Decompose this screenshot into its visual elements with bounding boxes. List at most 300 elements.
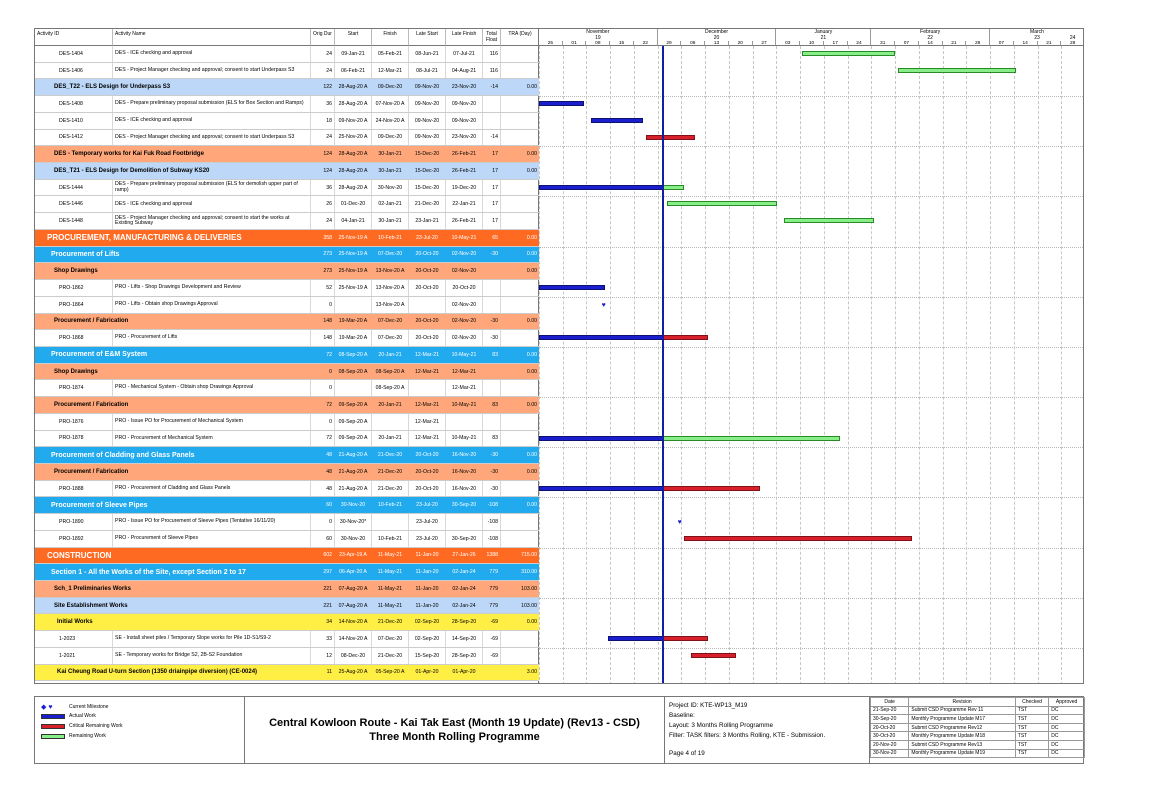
revision-cell-app: DC (1049, 732, 1085, 741)
timescale-week-number: 24 (1061, 35, 1084, 41)
cell-dur: 148 (311, 330, 335, 346)
cell-ls: 12-Mar-21 (409, 431, 446, 447)
gantt-bar-critical[interactable] (663, 486, 760, 491)
col-header-start[interactable]: Start (335, 29, 372, 46)
group-row[interactable] (35, 146, 539, 163)
cell-start: 14-Nov-20 A (338, 619, 368, 626)
activity-name: DES - ICE checking and approval (113, 113, 311, 129)
cell-tf: 17 (492, 167, 498, 174)
activity-id: PRO-1862 (35, 280, 113, 296)
timescale-day: 03 (776, 41, 800, 46)
timescale-day: 21 (1038, 41, 1062, 46)
cell-tf: -30 (490, 318, 498, 325)
revision-row (871, 732, 1085, 741)
revision-header-row (871, 698, 1085, 707)
cell-dur: 60 (326, 502, 332, 509)
cell-finish: 30-Jan-21 (378, 151, 402, 158)
gantt-bar-critical[interactable] (663, 335, 708, 340)
cell-dur: 602 (323, 552, 332, 559)
cell-ls: 09-Nov-20 (409, 96, 446, 112)
cell-dur: 0 (311, 380, 335, 396)
group-title: Procurement / Fabrication (54, 468, 129, 475)
cell-start: 08-Sep-20 A (338, 368, 368, 375)
group-title: PROCUREMENT, MANUFACTURING & DELIVERIES (47, 233, 242, 243)
activity-name: PRO - Procurement of Lifts (113, 330, 311, 346)
revision-cell-chk: TST (1015, 715, 1048, 724)
gantt-bar-remaining[interactable] (667, 201, 778, 206)
revision-cell-rev: Submit CSD Programme Rev13 (909, 740, 1015, 749)
group-row[interactable] (35, 665, 539, 682)
activity-name: PRO - Lifts - Shop Drawings Development and Review (113, 280, 311, 296)
cell-lf: 14-Sep-20 (446, 631, 483, 647)
cell-dur: 34 (326, 619, 332, 626)
cell-tra (501, 481, 539, 497)
revision-row (871, 749, 1085, 758)
cell-dur: 0 (311, 297, 335, 313)
table-row[interactable] (35, 531, 539, 548)
cell-finish: 07-Dec-20 (377, 251, 403, 258)
cell-lf: 02-Jan-24 (452, 602, 476, 609)
group-row[interactable] (35, 548, 539, 565)
cell-dur: 48 (326, 468, 332, 475)
cell-tf: -108 (487, 502, 498, 509)
row-separator (539, 447, 1084, 448)
gantt-bar-remaining[interactable] (784, 218, 874, 223)
cell-tf: 65 (492, 234, 498, 241)
timescale-day: 07 (895, 41, 919, 46)
gridline (753, 46, 754, 684)
group-row[interactable] (35, 79, 539, 96)
table-row[interactable] (35, 63, 539, 80)
cell-tf: -69 (483, 631, 501, 647)
table-row[interactable] (35, 648, 539, 665)
cell-ls: 23-Jul-20 (416, 234, 438, 241)
cell-tra: 0.00 (526, 368, 537, 375)
group-title: DES_T22 - ELS Design for Underpass S3 (54, 84, 171, 91)
activity-table (35, 29, 539, 684)
group-row[interactable] (35, 497, 539, 514)
cell-tra (501, 431, 539, 447)
cell-start: 19-Mar-20 A (338, 318, 368, 325)
gantt-bar-actual[interactable] (539, 436, 663, 441)
cell-ls: 23-Jul-20 (409, 531, 446, 547)
cell-tf: 1388 (486, 552, 498, 559)
cell-ls: 21-Dec-20 (409, 196, 446, 212)
cell-finish (372, 414, 409, 430)
cell-dur: 12 (311, 648, 335, 664)
group-row[interactable] (35, 163, 539, 180)
legend-item (41, 723, 123, 729)
schedule-sheet (34, 28, 1084, 684)
cell-lf: 10-May-21 (451, 234, 477, 241)
cell-tf: -30 (490, 452, 498, 459)
table-row[interactable] (35, 330, 539, 347)
cell-tf (483, 263, 501, 279)
cell-start: 08-Sep-20 A (338, 351, 368, 358)
report-title: Central Kowloon Route - Kai Tak East (Month 19 Update) (Rev13 - CSD) (269, 717, 640, 729)
group-title: Procurement / Fabrication (54, 318, 129, 325)
revision-cell-date: 20-Nov-20 (871, 740, 909, 749)
timescale-month: January (776, 29, 871, 35)
col-header-orig-dur[interactable]: Orig Dur (311, 29, 335, 46)
cell-finish: 20-Jan-21 (372, 431, 409, 447)
milestone-marker[interactable]: ♥ (601, 301, 606, 309)
gantt-bar-critical[interactable] (663, 636, 708, 641)
cell-start: 09-Sep-20 A (335, 414, 372, 430)
gridline (1014, 46, 1015, 684)
cell-start: 30-Nov-20* (335, 514, 372, 530)
revision-cell-rev: Submit CSD Programme Rev12 (909, 723, 1015, 732)
table-row[interactable] (35, 180, 539, 197)
group-row[interactable] (35, 581, 539, 598)
cell-start: 28-Aug-20 A (338, 167, 368, 174)
activity-id: DES-1444 (35, 180, 113, 196)
cell-lf: 30-Sep-20 (451, 502, 477, 509)
cell-dur: 48 (326, 452, 332, 459)
activity-id: PRO-1868 (35, 330, 113, 346)
cell-finish: 07-Dec-20 (377, 318, 403, 325)
cell-ls: 09-Nov-20 (409, 130, 446, 146)
table-row[interactable] (35, 196, 539, 213)
cell-lf: 09-Nov-20 (446, 113, 483, 129)
group-row[interactable] (35, 364, 539, 381)
cell-finish: 10-Feb-21 (378, 234, 402, 241)
cell-ls: 02-Sep-20 (409, 631, 446, 647)
cell-ls: 15-Dec-20 (409, 180, 446, 196)
gridline (634, 46, 635, 684)
cell-tf: 17 (492, 151, 498, 158)
table-row[interactable] (35, 96, 539, 113)
col-header-finish[interactable]: Finish (372, 29, 409, 46)
cell-ls: 12-Mar-21 (409, 414, 446, 430)
cell-lf: 02-Jan-24 (452, 569, 476, 576)
cell-tra (501, 113, 539, 129)
legend-item (41, 703, 108, 711)
gantt-bar-actual[interactable] (539, 486, 663, 491)
activity-rows (35, 46, 539, 681)
cell-tra: 715.00 (521, 552, 537, 559)
cell-lf: 22-Jan-21 (446, 196, 483, 212)
cell-ls: 11-Jan-20 (415, 569, 439, 576)
gantt-chart (539, 29, 1084, 684)
group-row[interactable] (35, 464, 539, 481)
cell-tra: 0.00 (526, 268, 537, 275)
table-row[interactable] (35, 380, 539, 397)
cell-ls: 23-Jan-21 (409, 213, 446, 229)
footer (34, 696, 1084, 764)
col-header-activity-name[interactable]: Activity Name (113, 29, 311, 46)
gantt-bar-actual[interactable] (608, 636, 663, 641)
cell-dur: 72 (326, 401, 332, 408)
cell-tf: 779 (489, 585, 498, 592)
table-row[interactable] (35, 431, 539, 448)
cell-start: 09-Nov-20 A (335, 113, 372, 129)
activity-id: PRO-1874 (35, 380, 113, 396)
cell-finish: 21-Dec-20 (377, 619, 403, 626)
cell-start: 21-Aug-20 A (338, 452, 368, 459)
cell-tra: 0.00 (526, 151, 537, 158)
revision-header: Checked (1015, 698, 1048, 707)
group-row[interactable] (35, 598, 539, 615)
cell-tf: 17 (483, 213, 501, 229)
cell-finish: 07-Nov-20 A (372, 96, 409, 112)
cell-lf: 02-Nov-20 (446, 330, 483, 346)
activity-id: DES-1410 (35, 113, 113, 129)
legend-label: Critical Remaining Work (69, 723, 123, 729)
cell-lf: 23-Nov-20 (446, 130, 483, 146)
cell-tf: -108 (483, 514, 501, 530)
group-title: Sch_1 Preliminaries Works (54, 585, 131, 592)
cell-finish: 30-Jan-21 (372, 213, 409, 229)
activity-name: PRO - Lifts - Obtain shop Drawings Approval (113, 297, 311, 313)
row-separator (539, 297, 1084, 298)
activity-id: PRO-1888 (35, 481, 113, 497)
group-title: Procurement / Fabrication (54, 401, 129, 408)
cell-start: 09-Sep-20 A (335, 431, 372, 447)
table-row[interactable] (35, 631, 539, 648)
cell-start: 08-Dec-20 (335, 648, 372, 664)
legend (35, 697, 245, 763)
cell-start (335, 380, 372, 396)
cell-dur: 221 (323, 602, 332, 609)
gantt-bar-remaining[interactable] (802, 51, 895, 56)
cell-finish: 24-Nov-20 A (372, 113, 409, 129)
cell-lf: 02-Nov-20 (446, 297, 483, 313)
cell-start: 07-Aug-20 A (338, 585, 368, 592)
group-row[interactable] (35, 263, 539, 280)
cell-tra: 0.00 (526, 351, 537, 358)
cell-tra: 0.00 (526, 84, 537, 91)
legend-symbol-milestone: ◆ ♥ (41, 704, 53, 711)
cell-start: 01-Dec-20 (335, 196, 372, 212)
cell-start: 28-Aug-20 A (338, 84, 368, 91)
activity-id: PRO-1876 (35, 414, 113, 430)
group-row[interactable] (35, 247, 539, 264)
cell-tf: 779 (489, 569, 498, 576)
cell-finish: 21-Dec-20 (372, 481, 409, 497)
cell-ls: 01-Apr-20 (415, 669, 439, 676)
cell-lf: 20-Oct-20 (446, 280, 483, 296)
cell-tf (483, 297, 501, 313)
activity-name: PRO - Procurement of Sleeve Pipes (113, 531, 311, 547)
cell-dur: 72 (311, 431, 335, 447)
cell-finish (372, 514, 409, 530)
gridline (658, 46, 659, 684)
cell-finish: 09-Dec-20 (372, 130, 409, 146)
group-title: Kai Cheung Road U-turn Section (1350 driainpipe diversion) (CE-0024) (57, 669, 258, 676)
group-row[interactable] (35, 397, 539, 414)
revision-cell-chk: TST (1015, 732, 1048, 741)
col-header-tra[interactable]: TRA (Day) (501, 29, 539, 46)
table-row[interactable] (35, 280, 539, 297)
cell-ls: 09-Nov-20 (414, 84, 440, 91)
table-row[interactable] (35, 113, 539, 130)
cell-ls: 20-Oct-20 (415, 452, 439, 459)
col-header-activity-id[interactable]: Activity ID (35, 29, 113, 46)
table-row[interactable] (35, 297, 539, 314)
table-row[interactable] (35, 414, 539, 431)
gridline (705, 46, 706, 684)
cell-lf: 02-Nov-20 (451, 268, 477, 275)
cell-lf: 26-Feb-21 (446, 213, 483, 229)
table-row[interactable] (35, 130, 539, 147)
cell-lf: 02-Nov-20 (451, 318, 477, 325)
cell-dur: 24 (311, 213, 335, 229)
cell-start: 25-Aug-20 A (338, 669, 368, 676)
cell-tf: -30 (490, 468, 498, 475)
gridline (776, 46, 777, 684)
cell-finish: 21-Dec-20 (372, 648, 409, 664)
cell-finish: 09-Dec-20 (377, 84, 403, 91)
cell-finish: 05-Feb-21 (372, 46, 409, 62)
gantt-bar-actual[interactable] (539, 285, 605, 290)
cell-tf: -69 (483, 648, 501, 664)
gantt-bar-critical[interactable] (646, 135, 694, 140)
cell-tra: 0.00 (526, 167, 537, 174)
revision-row (871, 740, 1085, 749)
legend-symbol-actual (41, 714, 65, 719)
row-separator (539, 598, 1084, 599)
gantt-bar-actual[interactable] (539, 335, 663, 340)
cell-finish: 08-Sep-20 A (372, 380, 409, 396)
gantt-bar-remaining[interactable] (663, 185, 684, 190)
group-row[interactable] (35, 614, 539, 631)
activity-name: DES - Prepare preliminary proposal submission (ELS for Box Section and Ramps) (113, 96, 311, 112)
timescale-day: 31 (871, 41, 895, 46)
revision-cell-rev: Monthly Programme Update M17 (909, 715, 1015, 724)
cell-tra: 0.00 (526, 251, 537, 258)
cell-tf: 83 (483, 431, 501, 447)
revision-cell-rev: Monthly Programme Update M18 (909, 732, 1015, 741)
cell-ls: 08-Jun-21 (409, 46, 446, 62)
cell-ls: 11-Jan-20 (415, 552, 439, 559)
cell-tf: -108 (483, 531, 501, 547)
cell-tf: 17 (483, 196, 501, 212)
cell-ls: 20-Oct-20 (415, 251, 439, 258)
cell-tf (483, 665, 501, 681)
cell-lf: 01-Apr-20 (452, 669, 476, 676)
baseline: Baseline: (669, 712, 695, 719)
cell-tf: 17 (483, 180, 501, 196)
col-header-late-start[interactable]: Late Start (409, 29, 446, 46)
cell-lf: 26-Feb-21 (452, 151, 476, 158)
cell-start: 25-Nov-19 A (338, 268, 368, 275)
cell-start: 25-Nov-19 A (338, 251, 368, 258)
gridline (990, 46, 991, 684)
project-id: Project ID: KTE-WP13_M19 (669, 702, 748, 709)
gridline (1038, 46, 1039, 684)
activity-name: PRO - Issue PO for Procurement of Mechanical System (113, 414, 311, 430)
timescale-day: 21 (943, 41, 967, 46)
group-row[interactable] (35, 314, 539, 331)
row-separator (539, 96, 1084, 97)
cell-finish: 07-Dec-20 (372, 631, 409, 647)
cell-finish: 13-Nov-20 A (372, 297, 409, 313)
cell-tra (501, 46, 539, 62)
revision-header: Date (871, 698, 909, 707)
gantt-bar-remaining[interactable] (898, 68, 1015, 73)
cell-lf: 27-Jan-26 (452, 552, 476, 559)
cell-start: 30-Nov-20 (340, 502, 366, 509)
revision-cell-app: DC (1049, 740, 1085, 749)
gridline (539, 46, 540, 684)
report-subtitle: Three Month Rolling Programme (369, 731, 540, 743)
activity-name: PRO - Issue PO for Procurement of Sleeve Pipes (Tentative 16/11/20) (113, 514, 311, 530)
cell-dur: 0 (311, 414, 335, 430)
cell-tra (501, 380, 539, 396)
gantt-bar-remaining[interactable] (663, 436, 839, 441)
cell-tf: -69 (490, 619, 498, 626)
cell-finish: 08-Sep-20 A (375, 368, 405, 375)
cell-finish: 20-Jan-21 (378, 351, 402, 358)
revision-cell-rev: Monthly Programme Update M19 (909, 749, 1015, 758)
gridline (729, 46, 730, 684)
col-header-late-finish[interactable]: Late Finish (446, 29, 483, 46)
cell-ls: 20-Oct-20 (415, 268, 439, 275)
group-title: Procurement of Cladding and Glass Panels (51, 451, 195, 459)
table-row[interactable] (35, 46, 539, 63)
cell-dur: 60 (311, 531, 335, 547)
cell-finish: 13-Nov-20 A (372, 280, 409, 296)
timescale-day: 29 (658, 41, 682, 46)
table-row[interactable] (35, 213, 539, 230)
timescale-week-number: 19 (539, 35, 658, 41)
group-title: Shop Drawings (54, 268, 98, 275)
col-header-total-float[interactable]: Total Float (483, 29, 501, 46)
revision-cell-app: DC (1049, 749, 1085, 758)
timescale-week-number: 22 (871, 35, 990, 41)
cell-tra (501, 648, 539, 664)
cell-tf (483, 113, 501, 129)
gantt-bar-critical[interactable] (684, 536, 912, 541)
group-row[interactable] (35, 447, 539, 464)
cell-lf: 02-Nov-20 (451, 251, 477, 258)
group-row[interactable] (35, 230, 539, 247)
group-row[interactable] (35, 564, 539, 581)
cell-finish: 21-Dec-20 (377, 468, 403, 475)
gantt-bar-critical[interactable] (691, 653, 736, 658)
cell-dur: 26 (311, 196, 335, 212)
group-row[interactable] (35, 347, 539, 364)
milestone-marker[interactable]: ♥ (677, 519, 682, 527)
cell-tra (501, 130, 539, 146)
cell-dur: 18 (311, 113, 335, 129)
cell-ls: 20-Oct-20 (415, 318, 439, 325)
timescale-month: March (990, 29, 1084, 35)
cell-dur: 52 (311, 280, 335, 296)
cell-tra: 0.00 (526, 234, 537, 241)
cell-lf: 16-Nov-20 (446, 481, 483, 497)
cell-lf: 30-Sep-20 (446, 531, 483, 547)
group-title: CONSTRUCTION (47, 550, 112, 560)
gridline (681, 46, 682, 684)
timescale-day: 08 (586, 41, 610, 46)
gantt-bar-actual[interactable] (539, 185, 663, 190)
revision-cell-app: DC (1049, 723, 1085, 732)
gantt-bar-actual[interactable] (539, 101, 584, 106)
table-row[interactable] (35, 514, 539, 531)
gantt-bar-actual[interactable] (591, 118, 643, 123)
table-row[interactable] (35, 481, 539, 498)
cell-lf: 16-Nov-20 (451, 468, 477, 475)
cell-dur: 11 (326, 669, 332, 676)
cell-lf: 02-Jan-24 (452, 585, 476, 592)
gridline (800, 46, 801, 684)
cell-lf: 10-May-21 (451, 351, 477, 358)
cell-tra (501, 63, 539, 79)
cell-ls: 11-Jan-20 (415, 585, 439, 592)
cell-tra (501, 196, 539, 212)
